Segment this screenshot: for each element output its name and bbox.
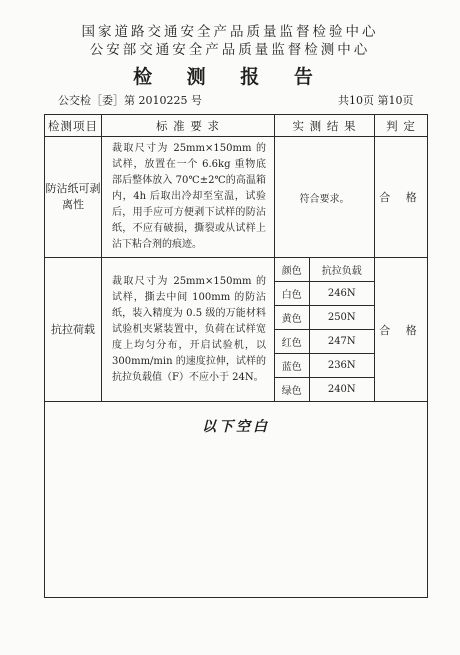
color-cell: 绿色 — [275, 378, 309, 402]
header-judgement: 判 定 — [375, 115, 428, 137]
subtable-row — [275, 354, 374, 378]
load-cell: 236N — [309, 354, 374, 378]
color-cell: 黄色 — [275, 306, 309, 330]
color-cell: 红色 — [275, 330, 309, 354]
table-header-row — [45, 115, 428, 137]
row-judgement: 合 格 — [375, 137, 428, 258]
color-cell: 白色 — [275, 282, 309, 306]
row-requirement: 裁取尺寸为 25mm×150mm 的试样，放置在一个 6.6kg 重物底部后整体放入 70℃±2℃的高温箱内，4h 后取出冷却至室温，试验后，用手应可方便剥下试样的防沾纸，不应有破损，撕裂或从试样上沾下粘合剂的痕迹。 — [102, 137, 275, 258]
page-info: 共10页 第10页 — [338, 94, 414, 107]
row-requirement: 裁取尺寸为 25mm×150mm 的试样，撕去中间 100mm 的防沾纸，装入精度为 0.5 级的万能材料试验机夹紧装置中，负荷在试样宽度上均匀分布，开启试验机，以 300mm/min 的速度拉伸，试样的抗拉负载值（F）不应小于 24N。 — [102, 258, 275, 402]
header-item: 检测项目 — [45, 115, 102, 137]
tensile-results-subtable — [275, 258, 374, 401]
test-results-table — [44, 114, 428, 598]
report-title: 检 测 报 告 — [133, 66, 327, 88]
subheader-load: 抗拉负载 — [309, 258, 374, 282]
header-result: 实 测 结 果 — [275, 115, 375, 137]
load-cell: 246N — [309, 282, 374, 306]
row-item: 抗拉荷载 — [45, 258, 102, 402]
report-number: 公交检［委］第 2010225 号 — [58, 94, 202, 107]
subtable-row — [275, 330, 374, 354]
color-cell: 蓝色 — [275, 354, 309, 378]
blank-row — [45, 402, 428, 598]
load-cell: 247N — [309, 330, 374, 354]
table-row — [45, 137, 428, 258]
blank-note: 以下空白 — [45, 402, 428, 598]
subtable-row — [275, 378, 374, 402]
issuer-name-line2: 公安部交通安全产品质量监督检测中心 — [89, 42, 371, 58]
row-judgement: 合 格 — [375, 258, 428, 402]
subtable-row — [275, 282, 374, 306]
subheader-color: 颜色 — [275, 258, 309, 282]
load-cell: 250N — [309, 306, 374, 330]
table-row — [45, 258, 428, 402]
row-result-cell — [275, 258, 375, 402]
issuer-name-line1: 国家道路交通安全产品质量监督检验中心 — [81, 24, 379, 40]
subtable-row — [275, 306, 374, 330]
row-result: 符合要求。 — [275, 137, 375, 258]
row-item: 防沾纸可剥离性 — [45, 137, 102, 258]
subtable-header — [275, 258, 374, 282]
load-cell: 240N — [327, 384, 356, 395]
header-requirement: 标 准 要 求 — [102, 115, 275, 137]
